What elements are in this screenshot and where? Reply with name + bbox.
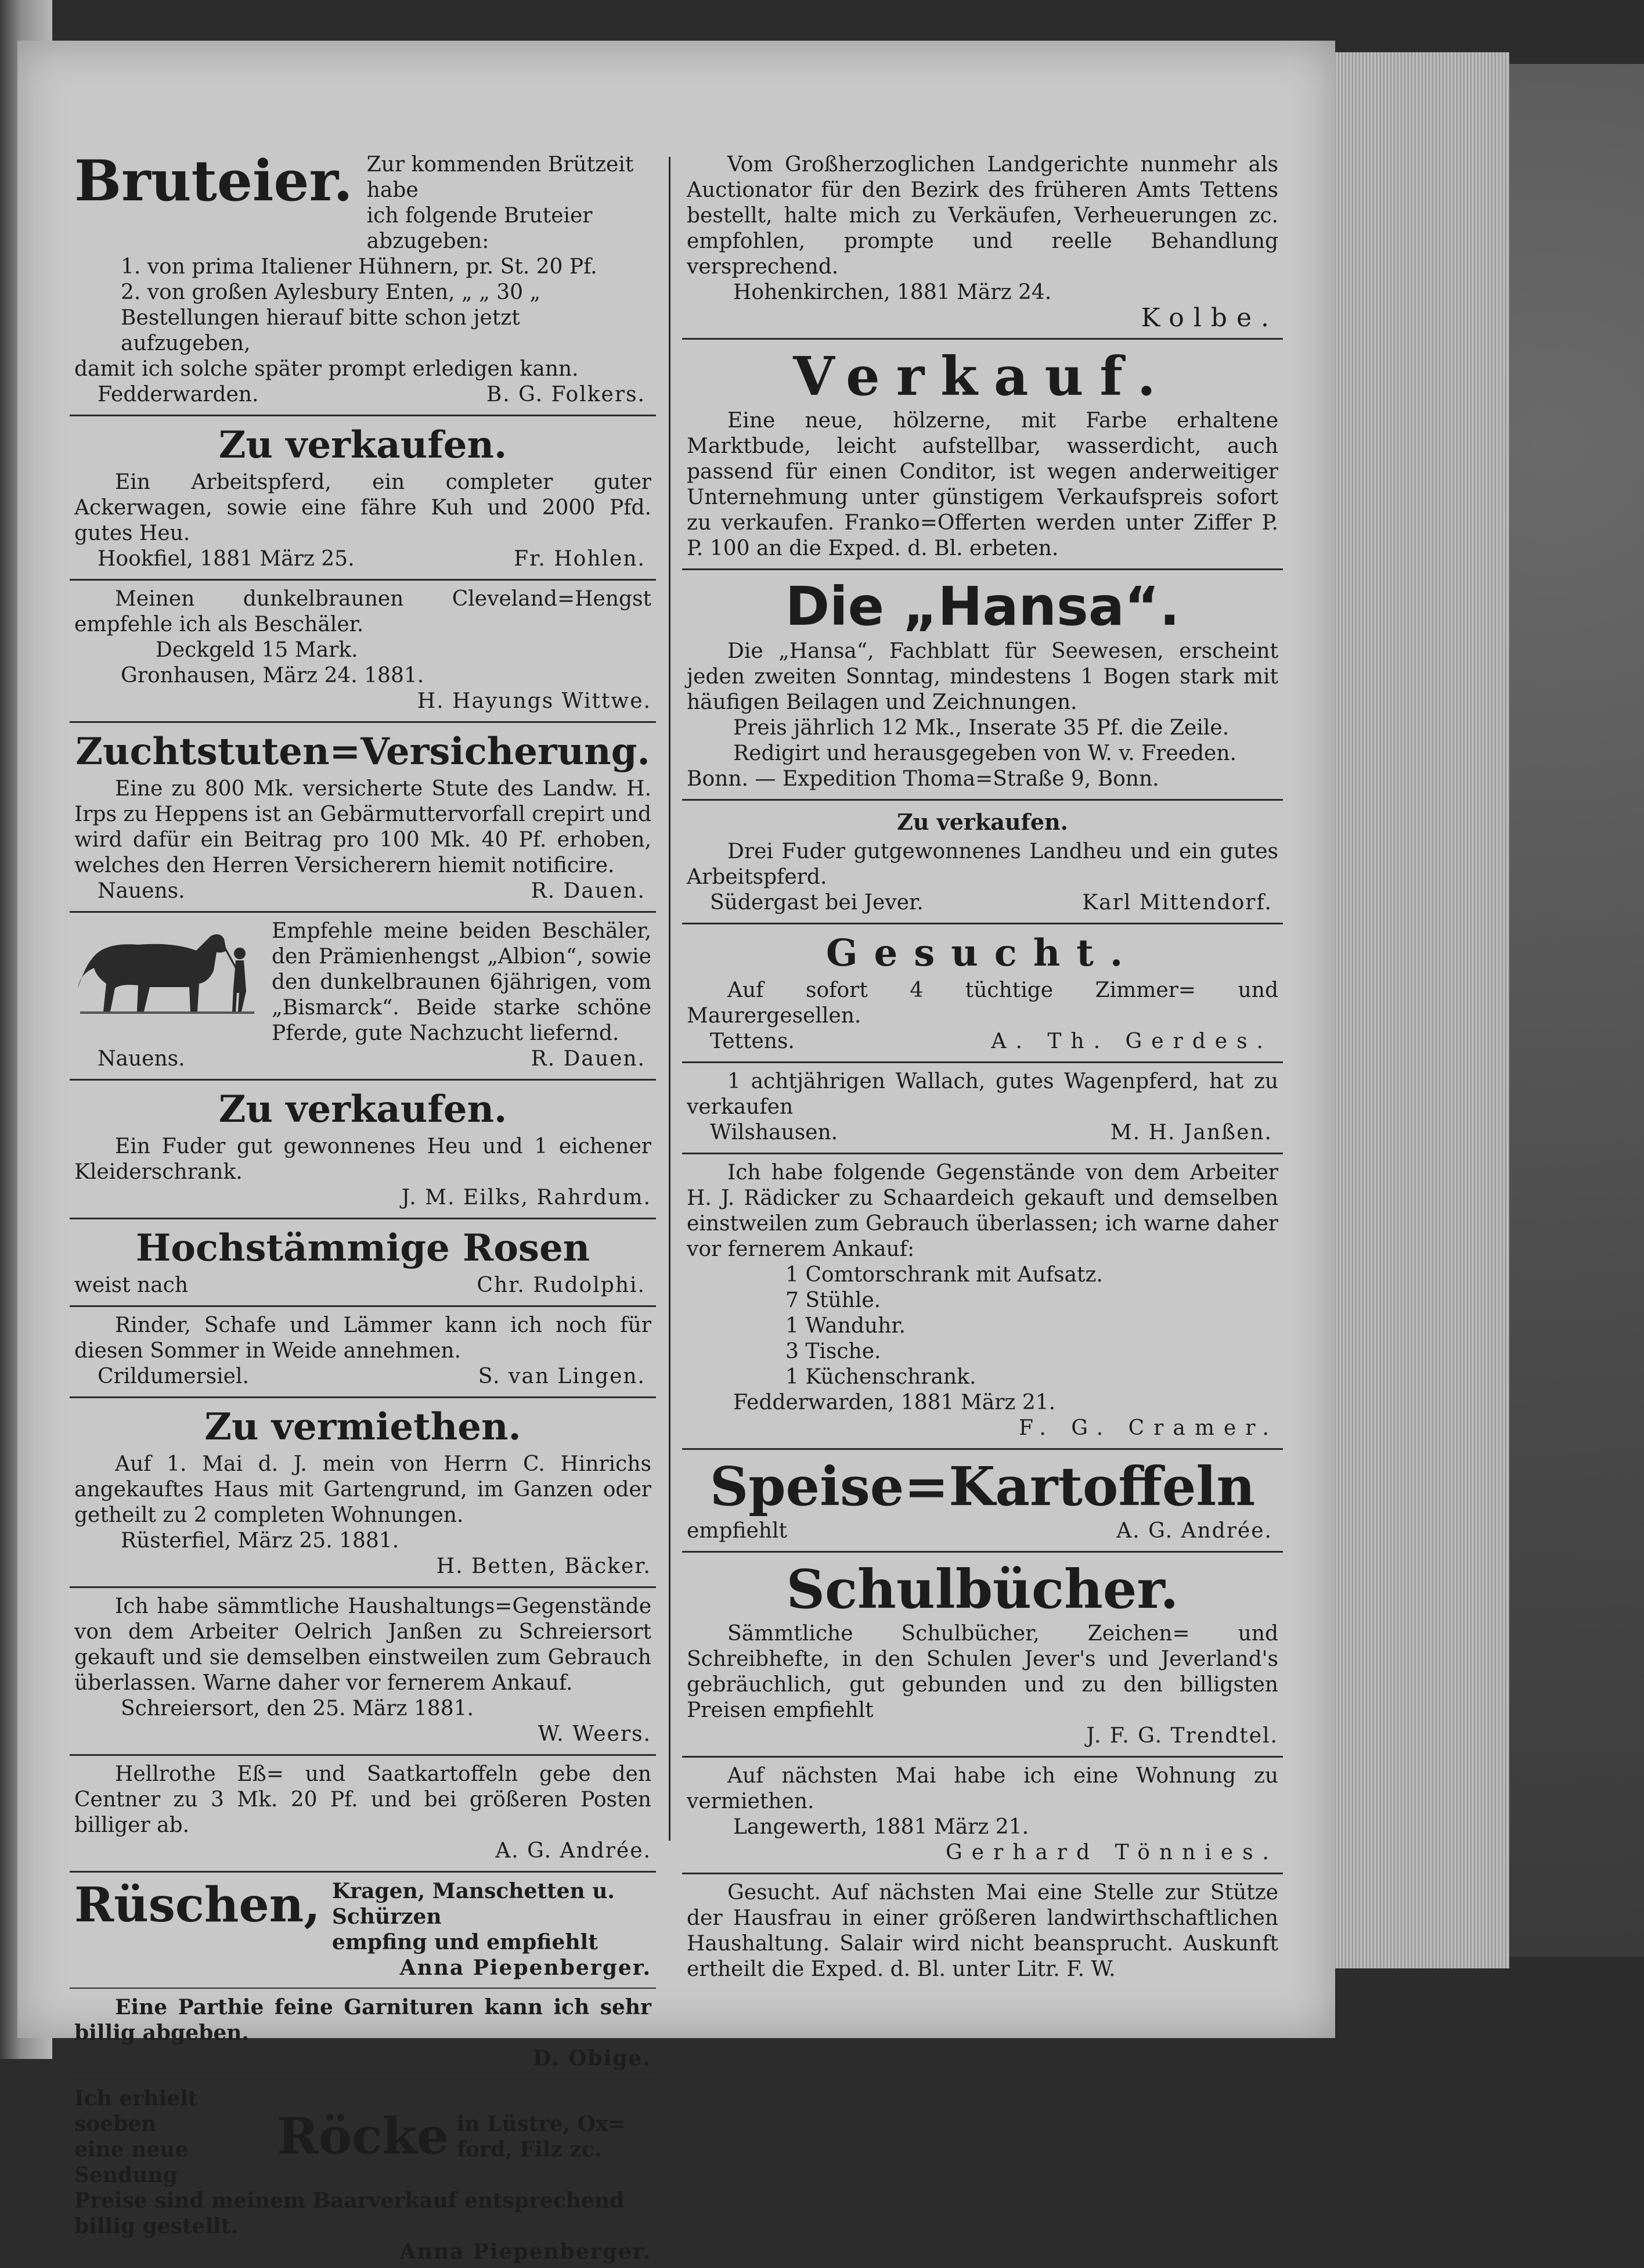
ad-text: empfiehlt	[687, 1519, 787, 1543]
ad-line: Ich erhielt soeben	[74, 2086, 198, 2136]
ad-wallach	[682, 1068, 1283, 1149]
separator-rule	[682, 923, 1283, 924]
ad-verkauf	[682, 344, 1283, 565]
separator-rule	[70, 1586, 656, 1588]
ad-price: Preis jährlich 12 Mk., Inserate 35 Pf. die Zeile.	[733, 716, 1230, 740]
list-item: 1 Wanduhr.	[785, 1314, 906, 1338]
ad-title: Gesucht.	[825, 931, 1140, 975]
ad-signature: H. Betten, Bäcker.	[436, 1554, 651, 1578]
ad-text: Gesucht. Auf nächsten Mai eine Stelle zur Stütze der Hausfrau in einer größeren landwirthschaftlichen Haushaltung. Salair wird nicht beansprucht. Auskunft ertheilt die Exped. d. Bl. unter Litr. F. W.	[687, 1881, 1278, 1981]
ad-text: Auf 1. Mai d. J. mein von Herrn C. Hinrichs angekauftes Haus mit Gartengrund, im Ganzen oder getheilt zu 2 completen Wohnungen.	[74, 1452, 651, 1527]
ad-place: Rüsterfiel, März 25. 1881.	[121, 1529, 399, 1553]
ad-title: Hochstämmige Rosen	[135, 1226, 590, 1270]
ad-place: Tettens.	[710, 1029, 795, 1053]
ad-zu-verkaufen-heu	[70, 1085, 656, 1214]
ad-hansa	[682, 575, 1283, 795]
ad-signature: Anna Piepenberger.	[399, 1956, 651, 1980]
ad-stelle	[682, 1879, 1283, 1986]
ad-text: Preise sind meinem Baarverkauf entsprechend billig gestellt.	[74, 2188, 625, 2238]
separator-rule	[682, 1153, 1283, 1154]
separator-rule	[682, 338, 1283, 340]
separator-rule	[70, 721, 656, 723]
ad-line: ford, Filz zc.	[456, 2137, 602, 2162]
ad-text: Meinen dunkelbraunen Cleveland=Hengst empfehle ich als Beschäler.	[74, 587, 651, 636]
ad-signature: B. G. Folkers.	[486, 383, 646, 406]
ad-signature: H. Hayungs Wittwe.	[417, 689, 651, 713]
separator-rule	[70, 2078, 656, 2080]
ad-signature: A. G. Andrée.	[495, 1839, 651, 1863]
ad-hengst	[70, 585, 656, 718]
ad-gesucht	[682, 929, 1283, 1058]
ad-text: Eine zu 800 Mk. versicherte Stute des Landw. H. Irps zu Heppens ist an Gebärmuttervorfall crepirt und wird dafür ein Beitrag pro 100 Mk. 40 Pf. erhoben, welches den Herren Versicherern hiemit notificire.	[74, 777, 651, 877]
left-column	[70, 148, 656, 2264]
ad-signature: Karl Mittendorf.	[1082, 891, 1272, 915]
book-binding	[1509, 64, 1644, 1957]
ad-place: Wilshausen.	[710, 1121, 838, 1144]
separator-rule	[70, 911, 656, 913]
ad-zu-verkaufen-landheu	[682, 805, 1283, 919]
ad-zu-verkaufen	[70, 421, 656, 575]
ad-signature: Fr. Hohlen.	[514, 547, 646, 571]
ad-signature: Kolbe.	[1141, 303, 1278, 333]
ad-place: Fedderwarden.	[98, 383, 259, 406]
ad-signature: F. G. Cramer.	[1019, 1416, 1278, 1440]
ad-text: Vom Großherzoglichen Landgerichte nunmehr als Auctionator für den Bezirk des früheren Amts Tettens bestellt, halte mich zu Verkäufen, Verheuerungen zc. empfohlen, prompte und reelle Behandlung versprechend.	[687, 153, 1278, 279]
ad-text: Die „Hansa“, Fachblatt für Seewesen, erscheint jeden zweiten Sonntag, mindestens 1 Bogen stark mit häufigen Beilagen und Zeichnungen.	[687, 639, 1278, 714]
ad-text: Drei Fuder gutgewonnenes Landheu und ein gutes Arbeitspferd.	[687, 840, 1278, 889]
ad-line: in Lüstre, Ox=	[456, 2112, 626, 2136]
list-item: 7 Stühle.	[785, 1288, 881, 1312]
ad-beschaeler	[70, 917, 656, 1075]
ad-title: Zu verkaufen.	[897, 809, 1068, 835]
separator-rule	[682, 799, 1283, 801]
ad-auctionator	[682, 151, 1283, 334]
separator-rule	[70, 579, 656, 581]
ad-signature: M. H. Janßen.	[1110, 1121, 1272, 1144]
ad-title: Zu vermiethen.	[204, 1405, 521, 1449]
ad-editor: Redigirt und herausgegeben von W. v. Freeden.	[733, 741, 1236, 765]
ad-signature: R. Dauen.	[531, 1047, 646, 1071]
ad-line: Bestellungen hierauf bitte schon jetzt aufzugeben,	[121, 306, 520, 355]
ad-text: Sämmtliche Schulbücher, Zeichen= und Schreibhefte, in den Schulen Jever's und Jeverland's gebräuchlich, gut gebunden und zu den billigsten Preisen empfiehlt	[687, 1622, 1278, 1722]
separator-rule	[682, 1448, 1283, 1450]
separator-rule	[70, 1754, 656, 1756]
ad-roecke	[70, 2085, 656, 2268]
ad-garnituren	[70, 1993, 656, 2075]
ad-place: Südergast bei Jever.	[710, 891, 924, 915]
ad-zuchtstuten	[70, 728, 656, 908]
ad-text: Ein Fuder gut gewonnenes Heu und 1 eichener Kleiderschrank.	[74, 1135, 651, 1184]
ad-rueschen	[70, 1877, 656, 1984]
separator-rule	[70, 1396, 656, 1398]
ad-text: Auf sofort 4 tüchtige Zimmer= und Maurergesellen.	[687, 978, 1278, 1028]
ad-text: Rinder, Schafe und Lämmer kann ich noch für diesen Sommer in Weide annehmen.	[74, 1313, 651, 1363]
newspaper-page	[17, 41, 1335, 2264]
ad-schulbuecher	[682, 1557, 1283, 1752]
ad-title: Zu verkaufen.	[218, 423, 507, 467]
ad-text: Ich habe sämmtliche Haushaltungs=Gegenstände von dem Arbeiter Oelrich Janßen zu Schreiersort gekauft und sie demselben einstweilen zum Gebrauch überlassen. Warne daher vor fernerem Ankauf.	[74, 1594, 651, 1695]
ad-title: Die „Hansa“.	[785, 575, 1180, 638]
ad-text: Ein Arbeitspferd, ein completer guter Ackerwagen, sowie eine fähre Kuh und 2000 Pfd. gutes Heu.	[74, 470, 651, 545]
separator-rule	[682, 1061, 1283, 1063]
ad-fee: Deckgeld 15 Mark.	[156, 638, 358, 662]
ad-place: Nauens.	[98, 1047, 185, 1071]
ad-line: damit ich solche später prompt erledigen kann.	[74, 357, 579, 381]
ad-place: Nauens.	[98, 879, 185, 903]
ad-text: Ich habe folgende Gegenstände von dem Arbeiter H. J. Rädicker zu Schaardeich gekauft und demselben einstweilen zum Gebrauch überlassen; ich warne daher vor fernerem Ankauf:	[687, 1161, 1278, 1261]
ad-vermiethen	[70, 1403, 656, 1583]
list-item: 3 Tische.	[785, 1340, 881, 1363]
ad-text: 1 achtjährigen Wallach, gutes Wagenpferd, hat zu verkaufen	[687, 1070, 1278, 1119]
ad-title: Speise=Kartoffeln	[709, 1455, 1256, 1518]
ad-haushalt	[70, 1593, 656, 1751]
ad-text: Hellrothe Eß= und Saatkartoffeln gebe den Centner zu 3 Mk. 20 Pf. und bei größeren Posten billiger ab.	[74, 1762, 651, 1837]
ad-gegenstaende	[682, 1159, 1283, 1445]
separator-rule	[682, 1756, 1283, 1758]
ad-line: Kragen, Manschetten u. Schürzen	[331, 1879, 615, 1929]
ad-place: Hookfiel, 1881 März 25.	[98, 547, 355, 571]
separator-rule	[70, 1218, 656, 1219]
list-item: 1 Comtorschrank mit Aufsatz.	[785, 1263, 1103, 1287]
ad-line: 2. von großen Aylesbury Enten, „ „ 30 „	[121, 280, 541, 304]
separator-rule	[70, 1988, 656, 1989]
ad-signature: J. F. G. Trendtel.	[1086, 1724, 1278, 1748]
ad-place: Schreiersort, den 25. März 1881.	[121, 1697, 474, 1720]
ad-place: Langewerth, 1881 März 21.	[733, 1815, 1029, 1839]
ad-wohnung	[682, 1762, 1283, 1869]
ad-line: empfing und empfiehlt	[331, 1930, 598, 1954]
ad-text: weist nach	[74, 1273, 189, 1297]
ad-kartoffeln	[70, 1761, 656, 1867]
ad-weide	[70, 1312, 656, 1393]
ad-place: Crildumersiel.	[98, 1365, 249, 1388]
separator-rule	[682, 1873, 1283, 1874]
ad-line: 1. von prima Italiener Hühnern, pr. St. 20 Pf.	[121, 255, 597, 279]
list-item: 1 Küchenschrank.	[785, 1365, 976, 1389]
ad-signature: R. Dauen.	[531, 879, 646, 903]
ad-signature: S. van Lingen.	[478, 1365, 646, 1388]
ad-rosen	[70, 1224, 656, 1302]
ad-place: Gronhausen, März 24. 1881.	[121, 664, 424, 687]
ad-signature: Gerhard Tönnies.	[945, 1841, 1278, 1864]
ad-title: Zu verkaufen.	[218, 1088, 507, 1131]
ad-line: eine neue Sendung	[74, 2137, 189, 2187]
ad-address: Bonn. — Expedition Thoma=Straße 9, Bonn.	[687, 767, 1159, 791]
separator-rule	[70, 415, 656, 416]
separator-rule	[682, 568, 1283, 570]
ad-bruteier	[70, 148, 656, 411]
ad-text: Eine neue, hölzerne, mit Farbe erhaltene Marktbude, leicht aufstellbar, wasserdicht, auch passend für einen Conditor, ist wegen anderweitiger Unternehmung unter günstigem Verkaufspreis sofort zu verkaufen. Franko=Offerten werden unter Ziffer P. P. 100 an die Exped. d. Bl. erbeten.	[687, 409, 1278, 560]
ad-title: Rüschen,	[74, 1877, 320, 1933]
ad-title: Schulbücher.	[786, 1558, 1179, 1621]
book-page-edges	[1335, 52, 1509, 1968]
ad-place: Fedderwarden, 1881 März 21.	[733, 1391, 1056, 1414]
ad-signature: A. Th. Gerdes.	[991, 1029, 1272, 1053]
ad-text: Auf nächsten Mai habe ich eine Wohnung zu vermiethen.	[687, 1764, 1278, 1813]
ad-signature: D. Obige.	[533, 2046, 651, 2071]
ad-title: Röcke	[277, 2107, 449, 2166]
ad-text: Empfehle meine beiden Beschäler, den Prämienhengst „Albion“, sowie den dunkelbraunen 6jährigen, vom „Bismarck“. Beide starke schöne Pferde, gute Nachzucht liefernd.	[272, 919, 651, 1045]
ad-text: Eine Parthie feine Garnituren kann ich sehr billig abgeben.	[74, 1995, 651, 2045]
ad-signature: Anna Piepenberger.	[399, 2240, 651, 2264]
ad-signature: W. Weers.	[538, 1722, 651, 1746]
ad-line: ich folgende Bruteier abzugeben:	[366, 204, 593, 253]
separator-rule	[70, 1871, 656, 1873]
ad-title: Verkauf.	[793, 345, 1172, 408]
separator-rule	[70, 1305, 656, 1307]
ad-title: Zuchtstuten=Versicherung.	[75, 730, 650, 773]
ad-speise-kartoffeln	[682, 1455, 1283, 1547]
ad-line: Zur kommenden Brützeit habe	[366, 153, 634, 202]
ad-title: Bruteier.	[74, 148, 353, 214]
horse-illustration	[74, 919, 260, 1017]
ad-place: Hohenkirchen, 1881 März 24.	[733, 280, 1052, 304]
column-rule	[669, 157, 670, 1841]
ad-signature: Chr. Rudolphi.	[477, 1273, 646, 1297]
ad-signature: A. G. Andrée.	[1116, 1519, 1272, 1543]
ad-signature: J. M. Eilks, Rahrdum.	[401, 1186, 651, 1209]
right-column	[682, 151, 1283, 2021]
separator-rule	[682, 1551, 1283, 1553]
separator-rule	[70, 1079, 656, 1081]
